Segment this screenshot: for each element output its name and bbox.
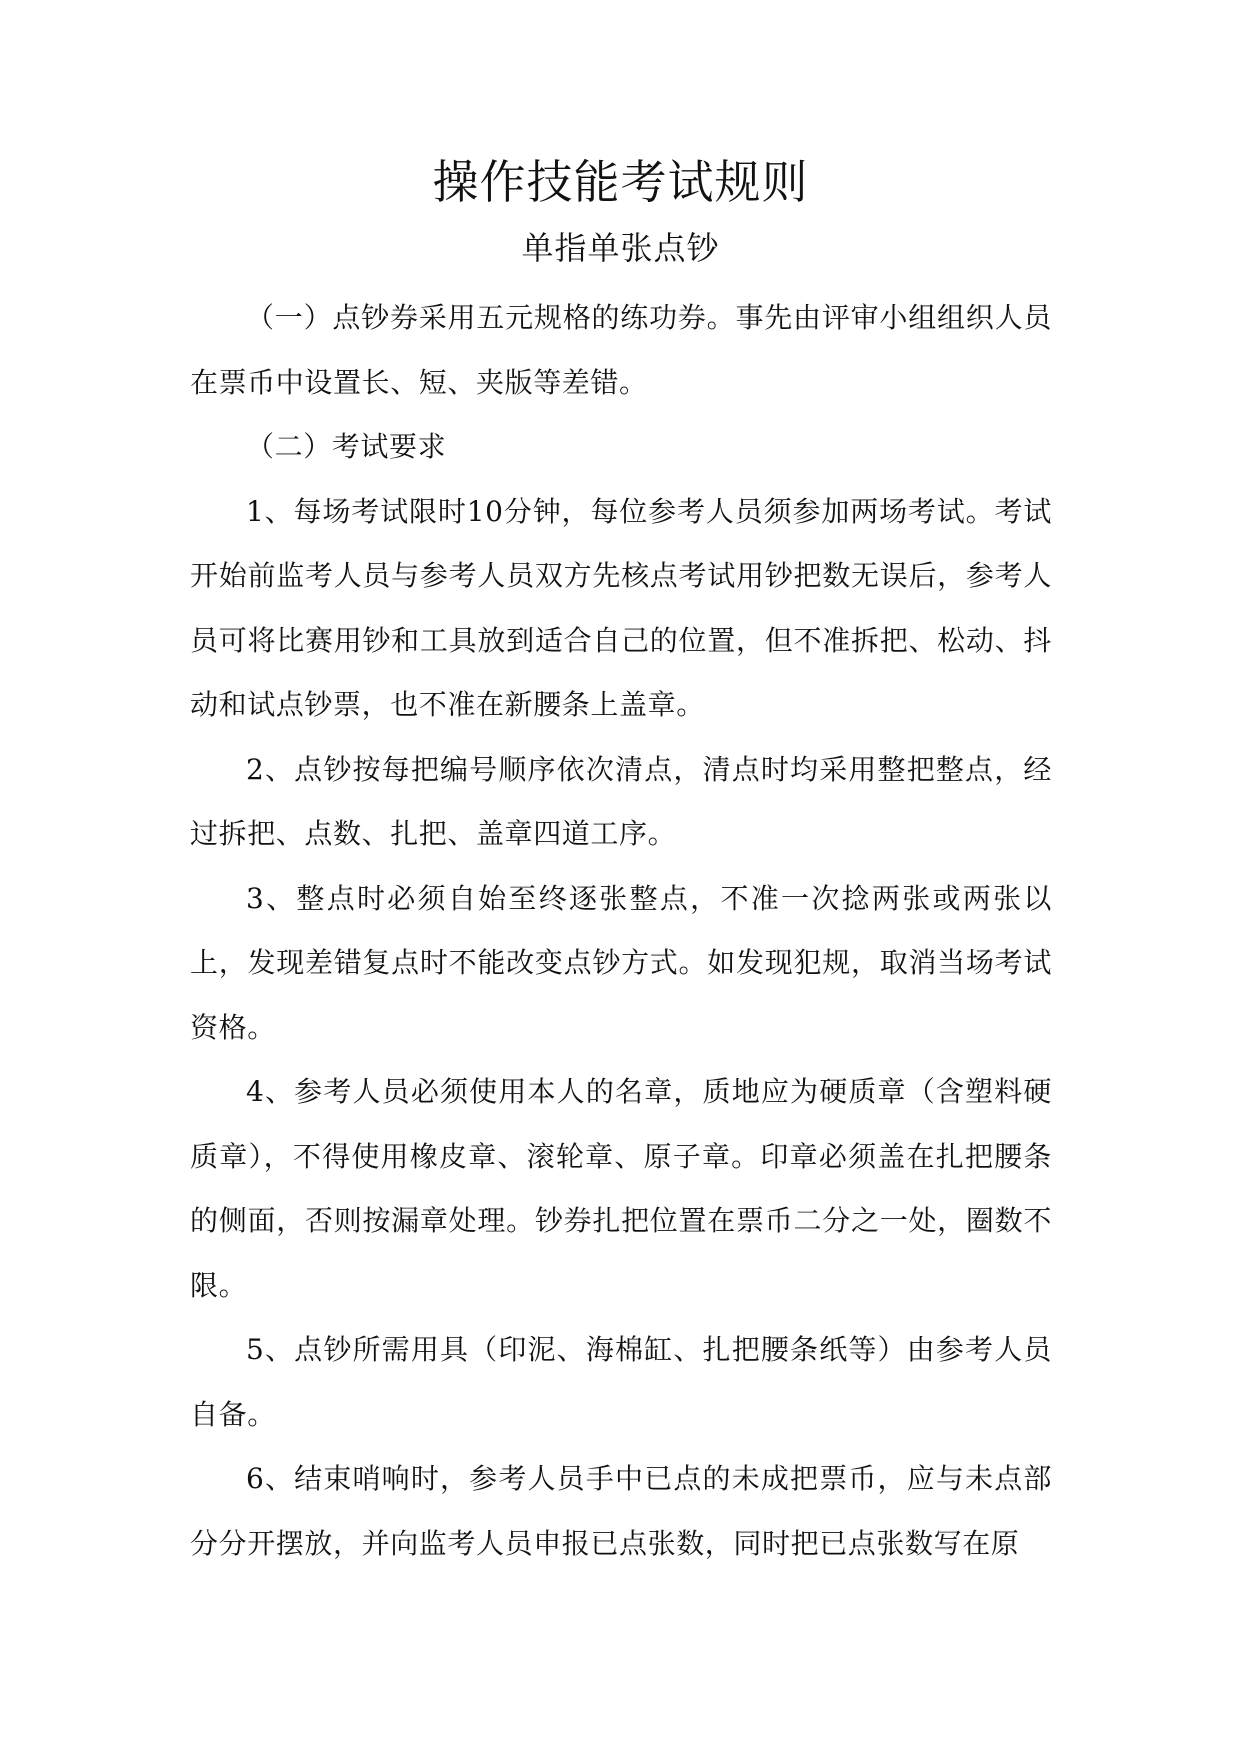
paragraph-2: （二）考试要求 [246,430,447,463]
document-body [190,286,1052,1576]
document-title: 操作技能考试规则 [432,155,809,209]
paragraph-1: （一）点钞券采用五元规格的练功券。事先由评审小组组织人员在票币中设置长、短、夹版等差错。 [190,301,1052,399]
paragraph-4: 2、点钞按每把编号顺序依次清点，清点时均采用整把整点，经过拆把、点数、扎把、盖章四道工序。 [190,752,1052,850]
paragraph-6: 4、参考人员必须使用本人的名章，质地应为硬质章（含塑料硬质章），不得使用橡皮章、滚轮章、原子章。印章必须盖在扎把腰条的侧面，否则按漏章处理。钞券扎把位置在票币二分之一处，圈数不限。 [190,1075,1052,1302]
paragraph-3: 1、每场考试限时10分钟，每位参考人员须参加两场考试。考试开始前监考人员与参考人员双方先核点考试用钞把数无误后，参考人员可将比赛用钞和工具放到适合自己的位置，但不准拆把、松动、抖动和试点钞票，也不准在新腰条上盖章。 [190,494,1052,721]
paragraph-7: 5、点钞所需用具（印泥、海棉缸、扎把腰条纸等）由参考人员自备。 [190,1333,1052,1431]
document-subtitle: 单指单张点钞 [521,229,720,267]
paragraph-5: 3、整点时必须自始至终逐张整点，不准一次捻两张或两张以上，发现差错复点时不能改变点钞方式。如发现犯规，取消当场考试资格。 [190,881,1052,1044]
paragraph-8: 6、结束哨响时，参考人员手中已点的未成把票币，应与未点部分分开摆放，并向监考人员申报已点张数，同时把已点张数写在原 [190,1462,1052,1560]
